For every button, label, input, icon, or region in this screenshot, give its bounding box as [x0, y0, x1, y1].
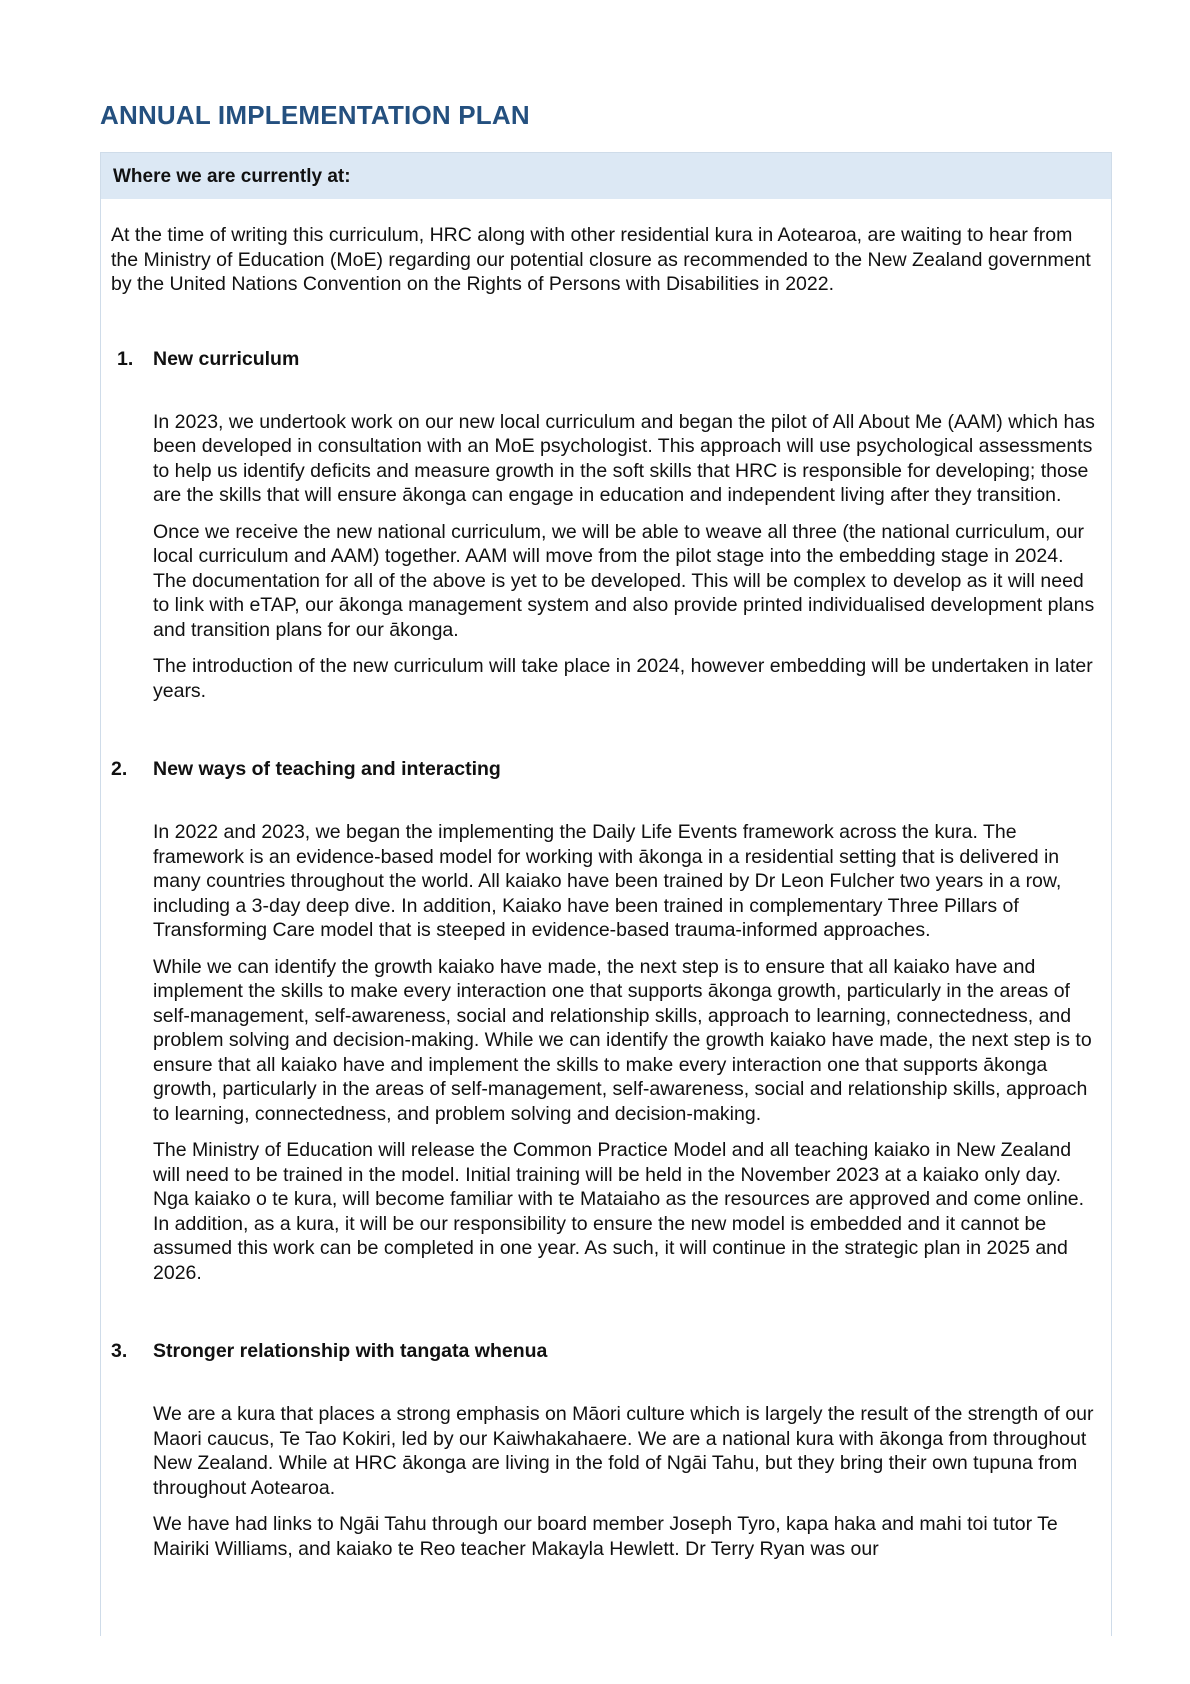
intro-paragraph: At the time of writing this curriculum, HRC along with other residential kura in Aotearoa, are waiting to hear from the Ministry of Education (MoE) regarding our potential closure as recommended to the New Zealand government by the United Nations Convention on the Rights of Persons with Disabilities in 2022.	[111, 224, 1091, 295]
section-heading	[111, 757, 1101, 781]
section-number: 2.	[111, 758, 128, 780]
section-paragraph: While we can identify the growth kaiako have made, the next step is to ensure that all kaiako have and implement the skills to make every interaction one that supports ākonga growth, particularly in the areas of self-management, self-awareness, social and relationship skills, approach to learning, connectedness, and problem solving and decision-making. While we can identify the growth kaiako have made, the next step is to ensure that all kaiako have and implement the skills to make every interaction one that supports ākonga growth, particularly in the areas of self-management, self-awareness, social and relationship skills, approach to learning, connectedness, and problem solving and decision-making.	[153, 955, 1092, 1125]
section-number: 1.	[117, 347, 134, 370]
section-title: New curriculum	[153, 347, 300, 370]
section-paragraph: The introduction of the new curriculum will take place in 2024, however embedding will be undertaken in later years.	[153, 655, 1093, 702]
panel-body	[101, 223, 1111, 1561]
section-paragraph: We have had links to Ngāi Tahu through our board member Joseph Tyro, kapa haka and mahi toi tutor Te Mairiki Williams, and kaiako te Reo teacher Makayla Hewlett. Dr Terry Ryan was our	[153, 1513, 1058, 1560]
section-paragraph: The Ministry of Education will release the Common Practice Model and all teaching kaiako in New Zealand will need to be trained in the model. Initial training will be held in the November 2023 at a kaiako only day. Nga kaiako o te kura, will become familiar with te Mataiaho as the resources are approved and come online. In addition, as a kura, it will be our responsibility to ensure the new model is embedded and it cannot be assumed this work can be completed in one year. As such, it will continue in the strategic plan in 2025 and 2026.	[153, 1139, 1085, 1284]
section-heading	[111, 1339, 1101, 1363]
page-title: ANNUAL IMPLEMENTATION PLAN	[100, 100, 530, 130]
section-heading	[111, 347, 1101, 371]
section-title: Stronger relationship with tangata whenua	[153, 1340, 548, 1362]
plan-panel	[100, 152, 1112, 1636]
section-paragraph: We are a kura that places a strong emphasis on Māori culture which is largely the result of the strength of our Maori caucus, Te Tao Kokiri, led by our Kaiwhakahaere. We are a national kura with ākonga from throughout New Zealand. While at HRC ākonga are living in the fold of Ngāi Tahu, but they bring their own tupuna from throughout Aotearoa.	[153, 1403, 1094, 1499]
panel-header: Where we are currently at:	[101, 153, 1111, 199]
section-title: New ways of teaching and interacting	[153, 758, 501, 780]
section-paragraph: In 2022 and 2023, we began the implementing the Daily Life Events framework across the kura. The framework is an evidence-based model for working with ākonga in a residential setting that is delivered in many countries throughout the world. All kaiako have been trained by Dr Leon Fulcher two years in a row, including a 3-day deep dive. In addition, Kaiako have been trained in complementary Three Pillars of Transforming Care model that is steeped in evidence-based trauma-informed approaches.	[153, 821, 1062, 941]
section-paragraph: In 2023, we undertook work on our new local curriculum and began the pilot of All About Me (AAM) which has been developed in consultation with an MoE psychologist. This approach will use psychological assessments to help us identify deficits and measure growth in the soft skills that HRC is responsible for developing; those are the skills that will ensure ākonga can engage in education and independent living after they transition.	[153, 410, 1095, 506]
section-paragraph: Once we receive the new national curriculum, we will be able to weave all three (the national curriculum, our local curriculum and AAM) together. AAM will move from the pilot stage into the embedding stage in 2024. The documentation for all of the above is yet to be developed. This will be complex to develop as it will need to link with eTAP, our ākonga management system and also provide printed individualised development plans and transition plans for our ākonga.	[153, 520, 1095, 641]
section-number: 3.	[111, 1340, 128, 1362]
